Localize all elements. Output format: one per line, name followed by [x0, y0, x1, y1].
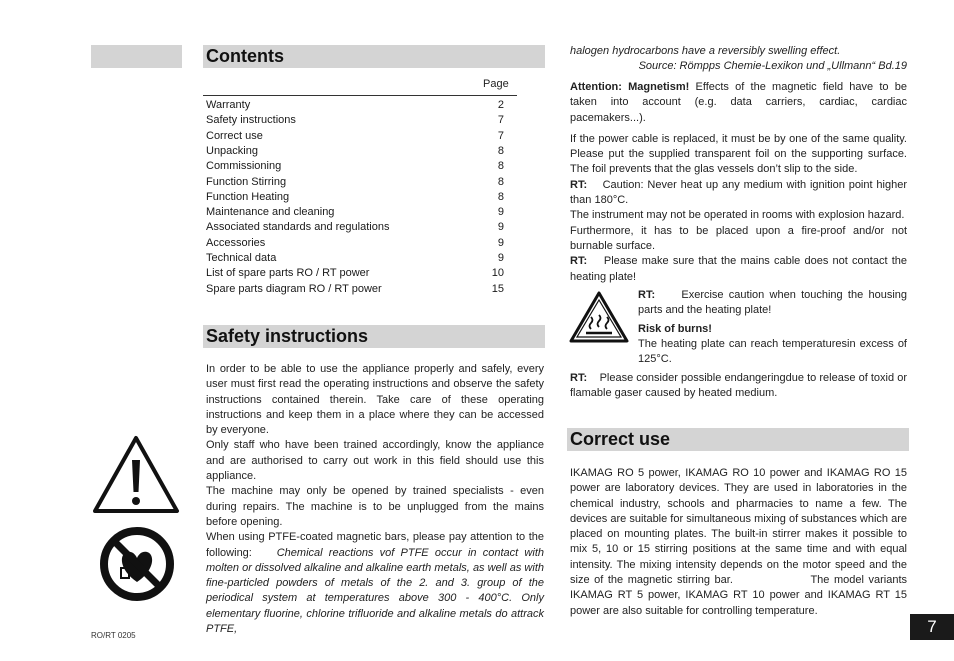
mains-cable-text: Please make sure that the mains cable does not contact the heating plate! [570, 255, 907, 283]
warning-triangle-icon [92, 434, 180, 514]
housing-caution-text: Exercise caution when touching the housing parts and the heating plate! [638, 289, 907, 317]
magnetism-paragraph [570, 80, 907, 126]
toc-item [206, 282, 506, 297]
section-tab [91, 45, 182, 68]
safety-paragraph-2: Only staff who have been trained accordingly, know the appliance and are authorised to carry out work in this field should use this appliance. [206, 439, 544, 483]
rt-caution-text: Caution: Never heat up any medium with ignition point higher than 180°C. [570, 178, 907, 207]
rt-caution-paragraph [570, 178, 907, 209]
toc-item [206, 175, 506, 190]
toc-item [206, 159, 506, 174]
safety-paragraph-3: The machine may only be opened by trained specialists - even during repairs. The machine is to be unplugged from the mains before opening. [206, 485, 544, 528]
toc-item-label: Warranty [206, 99, 251, 111]
toc-item-page: 9 [497, 206, 504, 219]
toc-item-page: 15 [491, 282, 504, 295]
toc-item-label: Unpacking [206, 144, 258, 157]
housing-caution-paragraph [638, 288, 907, 319]
toc-item-page: 2 [497, 99, 504, 111]
safety-paragraph-4 [206, 530, 544, 637]
right-text-block [570, 80, 907, 285]
document-code: RO/RT 0205 [91, 631, 136, 640]
toc-item-label: List of spare parts RO / RT power [206, 267, 370, 280]
toc-item [206, 266, 506, 281]
toc-item-label: Spare parts diagram RO / RT power [206, 282, 382, 295]
hot-surface-icon [568, 290, 630, 344]
mains-cable-paragraph [570, 254, 907, 285]
toc-item [206, 129, 506, 144]
toc-item-page: 8 [497, 144, 504, 157]
toc-item [206, 220, 506, 235]
toc-item-page: 8 [497, 160, 504, 173]
rt-label: RT: [570, 372, 588, 384]
safety-text [206, 362, 544, 637]
toc-item-page: 10 [491, 267, 504, 280]
contents-heading: Contents [203, 45, 545, 68]
correct-use-text [570, 466, 907, 619]
toc-item [206, 113, 506, 128]
toc-item-page: 9 [497, 236, 504, 249]
toc-item-label: Function Heating [206, 190, 290, 203]
fireproof-paragraph: Furthermore, it has to be placed upon a fire-proof and/or not burnable surface. [570, 224, 907, 252]
safety-paragraph-1: In order to be able to use the appliance properly and safely, every user must first read the operating instructions and observe the safety instructions contained therein. Take care of these operating instructions and keep them in a place where they can be accessed by everyone. [206, 363, 544, 437]
toc-item [206, 190, 506, 205]
toc-item-label: Commissioning [206, 160, 282, 173]
toc-item-page: 9 [497, 252, 504, 264]
toc-item-label: Correct use [206, 129, 263, 142]
toc-item-page: 7 [497, 129, 504, 142]
toc-item-page: 9 [497, 221, 504, 234]
rt-label: RT: [570, 255, 588, 268]
toc-item [206, 251, 506, 266]
correct-use-paragraph-2: The model variants IKAMAG RT 5 power, IKAMAG RT 10 power and IKAMAG RT 15 power are also suitable for controlling temperature. [570, 574, 908, 617]
no-pacemaker-icon [99, 526, 175, 602]
toc-page-header: Page [483, 78, 509, 90]
toc-item [206, 205, 506, 220]
attention-text: Effects of the magnetic field have to be taken into account (e.g. data carriers, cardiac, cardiac pacemakers...). [570, 81, 908, 124]
burns-text: The heating plate can reach temperaturesin excess of 125°C. [638, 337, 907, 366]
source-note: Source: Römpps Chemie-Lexikon und „Ullmann“ Bd.19 [638, 60, 907, 72]
correct-use-paragraph-1: IKAMAG RO 5 power, IKAMAG RO 10 power and IKAMAG RO 15 power are laboratory devices. They are used in laboratories in the chemical industry, schools and pharmacies to name a few. The devices are suitable for simultaneous mixing of substances which are placed on mounting plates. The built-in stirrer makes it possible to mix 5, 10 or 15 stirring positions at the same time and with equal intensity. The mixing intensity depends on the motor speed and the size of the magnetic stirring bar. [570, 467, 907, 587]
ptfe-lead: When using PTFE-coated magnetic bars, please pay attention to the following: [206, 531, 544, 559]
safety-heading: Safety instructions [203, 325, 545, 348]
toc-item-label: Technical data [206, 252, 277, 264]
toc-item-page: 7 [497, 114, 504, 127]
toc-rule [203, 95, 517, 96]
housing-caution [638, 288, 907, 367]
toc-item-page: 8 [497, 190, 504, 203]
toc-item-page: 8 [497, 175, 504, 188]
toc-item-label: Function Stirring [206, 175, 287, 188]
power-cable-paragraph: If the power cable is replaced, it must be by one of the same quality. Please put the supplied transparent foil on the supporting surface. The foil prevents that the glas vessels don’t slip to the side. [570, 132, 907, 176]
toc-item-label: Accessories [206, 236, 266, 249]
toc-item-label: Maintenance and cleaning [206, 206, 335, 219]
toc-item [206, 98, 506, 113]
rt-label: RT: [570, 178, 588, 191]
right-continuation: halogen hydrocarbons have a reversibly swelling effect. [570, 45, 841, 57]
toc-item-label: Safety instructions [206, 114, 296, 127]
toc-item-label: Associated standards and regulations [206, 221, 390, 234]
ptfe-italic: Chemical reactions vof PTFE occur in contact with molten or dissolved alkaline and alkaline earth metals, as well as with fine-particled powders of metals of the 2. and 3. group of the periodical system at temperatures above 300 - 400°C. Only elementary fluorine, chlorine trifluoride and alkaline metals do attrack PTFE, [206, 546, 544, 636]
correct-use-heading: Correct use [567, 428, 909, 451]
explosion-paragraph: The instrument may not be operated in rooms with explosion hazard. [570, 209, 905, 222]
toc-item [206, 144, 506, 159]
toc-item [206, 236, 506, 251]
toxic-release-text: Please consider possible endangeringdue to release of toxid or flamable gaser caused by heated medium. [570, 372, 907, 400]
attention-label: Attention: Magnetism! [570, 81, 690, 93]
rt-label: RT: [638, 289, 656, 301]
burns-title: Risk of burns! [638, 322, 712, 335]
page-number: 7 [910, 614, 954, 640]
toxic-release-paragraph [570, 371, 907, 402]
